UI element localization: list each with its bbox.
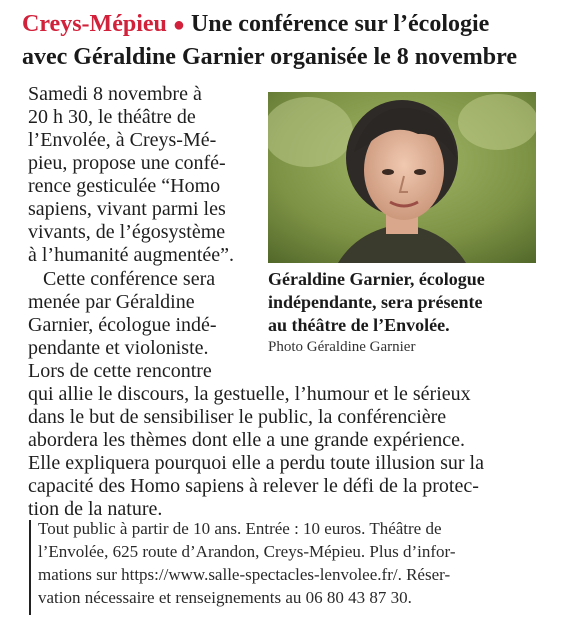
info-line: mations sur https://www.salle-spectacles-lenvolee.fr/. Réser- xyxy=(38,565,451,584)
body-line: dans le but de sensibiliser le public, la conférencière xyxy=(28,406,447,428)
headline xyxy=(22,8,577,73)
headline-title-part2: avec Géraldine Garnier organisée le 8 novembre xyxy=(22,44,518,70)
body-line: tion de la nature. xyxy=(28,498,163,520)
info-line: l’Envolée, 625 route d’Arandon, Creys-Mépieu. Plus d’infor- xyxy=(38,542,456,561)
info-line: Tout public à partir de 10 ans. Entrée : 10 euros. Théâtre de xyxy=(38,519,442,538)
photo-caption-line: indépendante, sera présente xyxy=(268,292,483,312)
body-line: vivants, de l’égosystème xyxy=(28,221,226,243)
headline-location: Creys-Mépieu xyxy=(22,11,167,37)
body-line: rence gesticulée “Homo xyxy=(28,175,221,197)
body-line: pendante et violoniste. xyxy=(28,337,209,359)
info-vertical-rule xyxy=(29,520,31,615)
body-line: Cette conférence sera xyxy=(28,268,216,290)
portrait-photo xyxy=(268,92,536,263)
body-line: qui allie le discours, la gestuelle, l’humour et le sérieux xyxy=(28,383,471,405)
photo-caption-line: au théâtre de l’Envolée. xyxy=(268,315,450,335)
body-line: abordera les thèmes dont elle a une grande expérience. xyxy=(28,429,466,451)
bullet-icon: ● xyxy=(172,14,185,36)
body-line: Lors de cette rencontre xyxy=(28,360,212,382)
body-line: Elle expliquera pourquoi elle a perdu toute illusion sur la xyxy=(28,452,484,474)
body-line: Garnier, écologue indé- xyxy=(28,314,217,336)
body-line: capacité des Homo sapiens à relever le défi de la protec- xyxy=(28,475,479,497)
info-line: vation nécessaire et renseignements au 06 80 43 87 30. xyxy=(38,588,412,607)
body-line: l’Envolée, à Creys-Mé- xyxy=(28,129,217,151)
body-line: menée par Géraldine xyxy=(28,291,195,313)
body-line: Samedi 8 novembre à xyxy=(28,83,202,105)
body-line: à l’humanité augmentée”. xyxy=(28,244,235,266)
photo-credit: Photo Géraldine Garnier xyxy=(268,339,416,355)
photo-caption-line: Géraldine Garnier, écologue xyxy=(268,269,485,289)
body-line: pieu, propose une confé- xyxy=(28,152,226,174)
body-line: sapiens, vivant parmi les xyxy=(28,198,226,220)
headline-line-1 xyxy=(22,8,577,41)
headline-title-part1: Une conférence sur l’écologie xyxy=(190,11,490,37)
body-line: 20 h 30, le théâtre de xyxy=(28,106,196,128)
